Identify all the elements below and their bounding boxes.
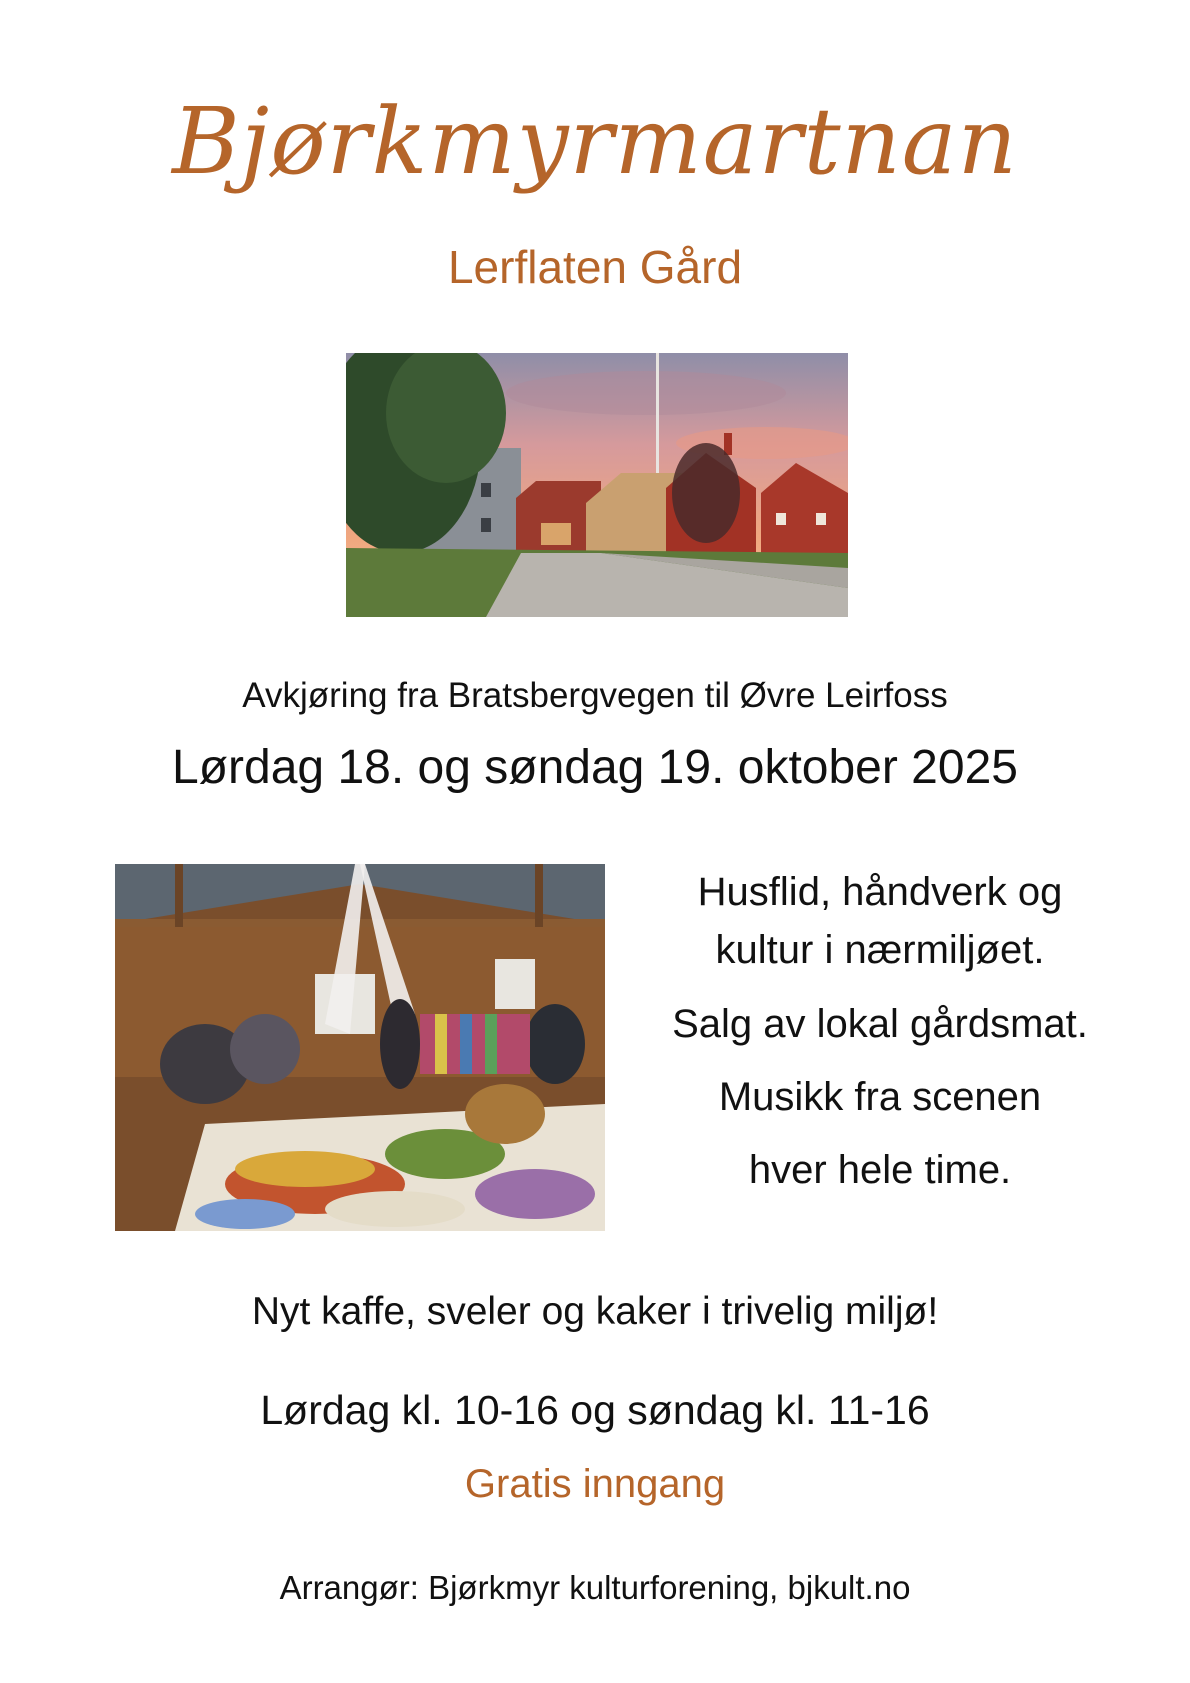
feature-line-5: hver hele time.	[748, 1148, 1012, 1192]
poster-title: Bjørkmyrmartnan	[172, 88, 1018, 195]
organizer-text: Arrangør: Bjørkmyr kulturforening, bjkult.no	[279, 1569, 911, 1606]
coffee-text: Nyt kaffe, sveler og kaker i trivelig miljø!	[251, 1290, 939, 1333]
opening-hours: Lørdag kl. 10-16 og søndag kl. 11-16	[260, 1387, 930, 1433]
market-photo	[115, 864, 605, 1231]
event-dates: Lørdag 18. og søndag 19. oktober 2025	[172, 741, 1018, 794]
feature-line-1: Husflid, håndverk og	[697, 870, 1063, 914]
feature-line-4: Musikk fra scenen	[718, 1075, 1042, 1119]
feature-line-2: kultur i nærmiljøet.	[715, 928, 1045, 972]
farm-photo	[346, 353, 848, 617]
directions-text: Avkjøring fra Bratsbergvegen til Øvre Leirfoss	[242, 676, 948, 715]
admission-text: Gratis inngang	[464, 1462, 726, 1506]
venue-name: Lerflaten Gård	[447, 241, 743, 293]
feature-line-3: Salg av lokal gårdsmat.	[672, 1002, 1088, 1046]
